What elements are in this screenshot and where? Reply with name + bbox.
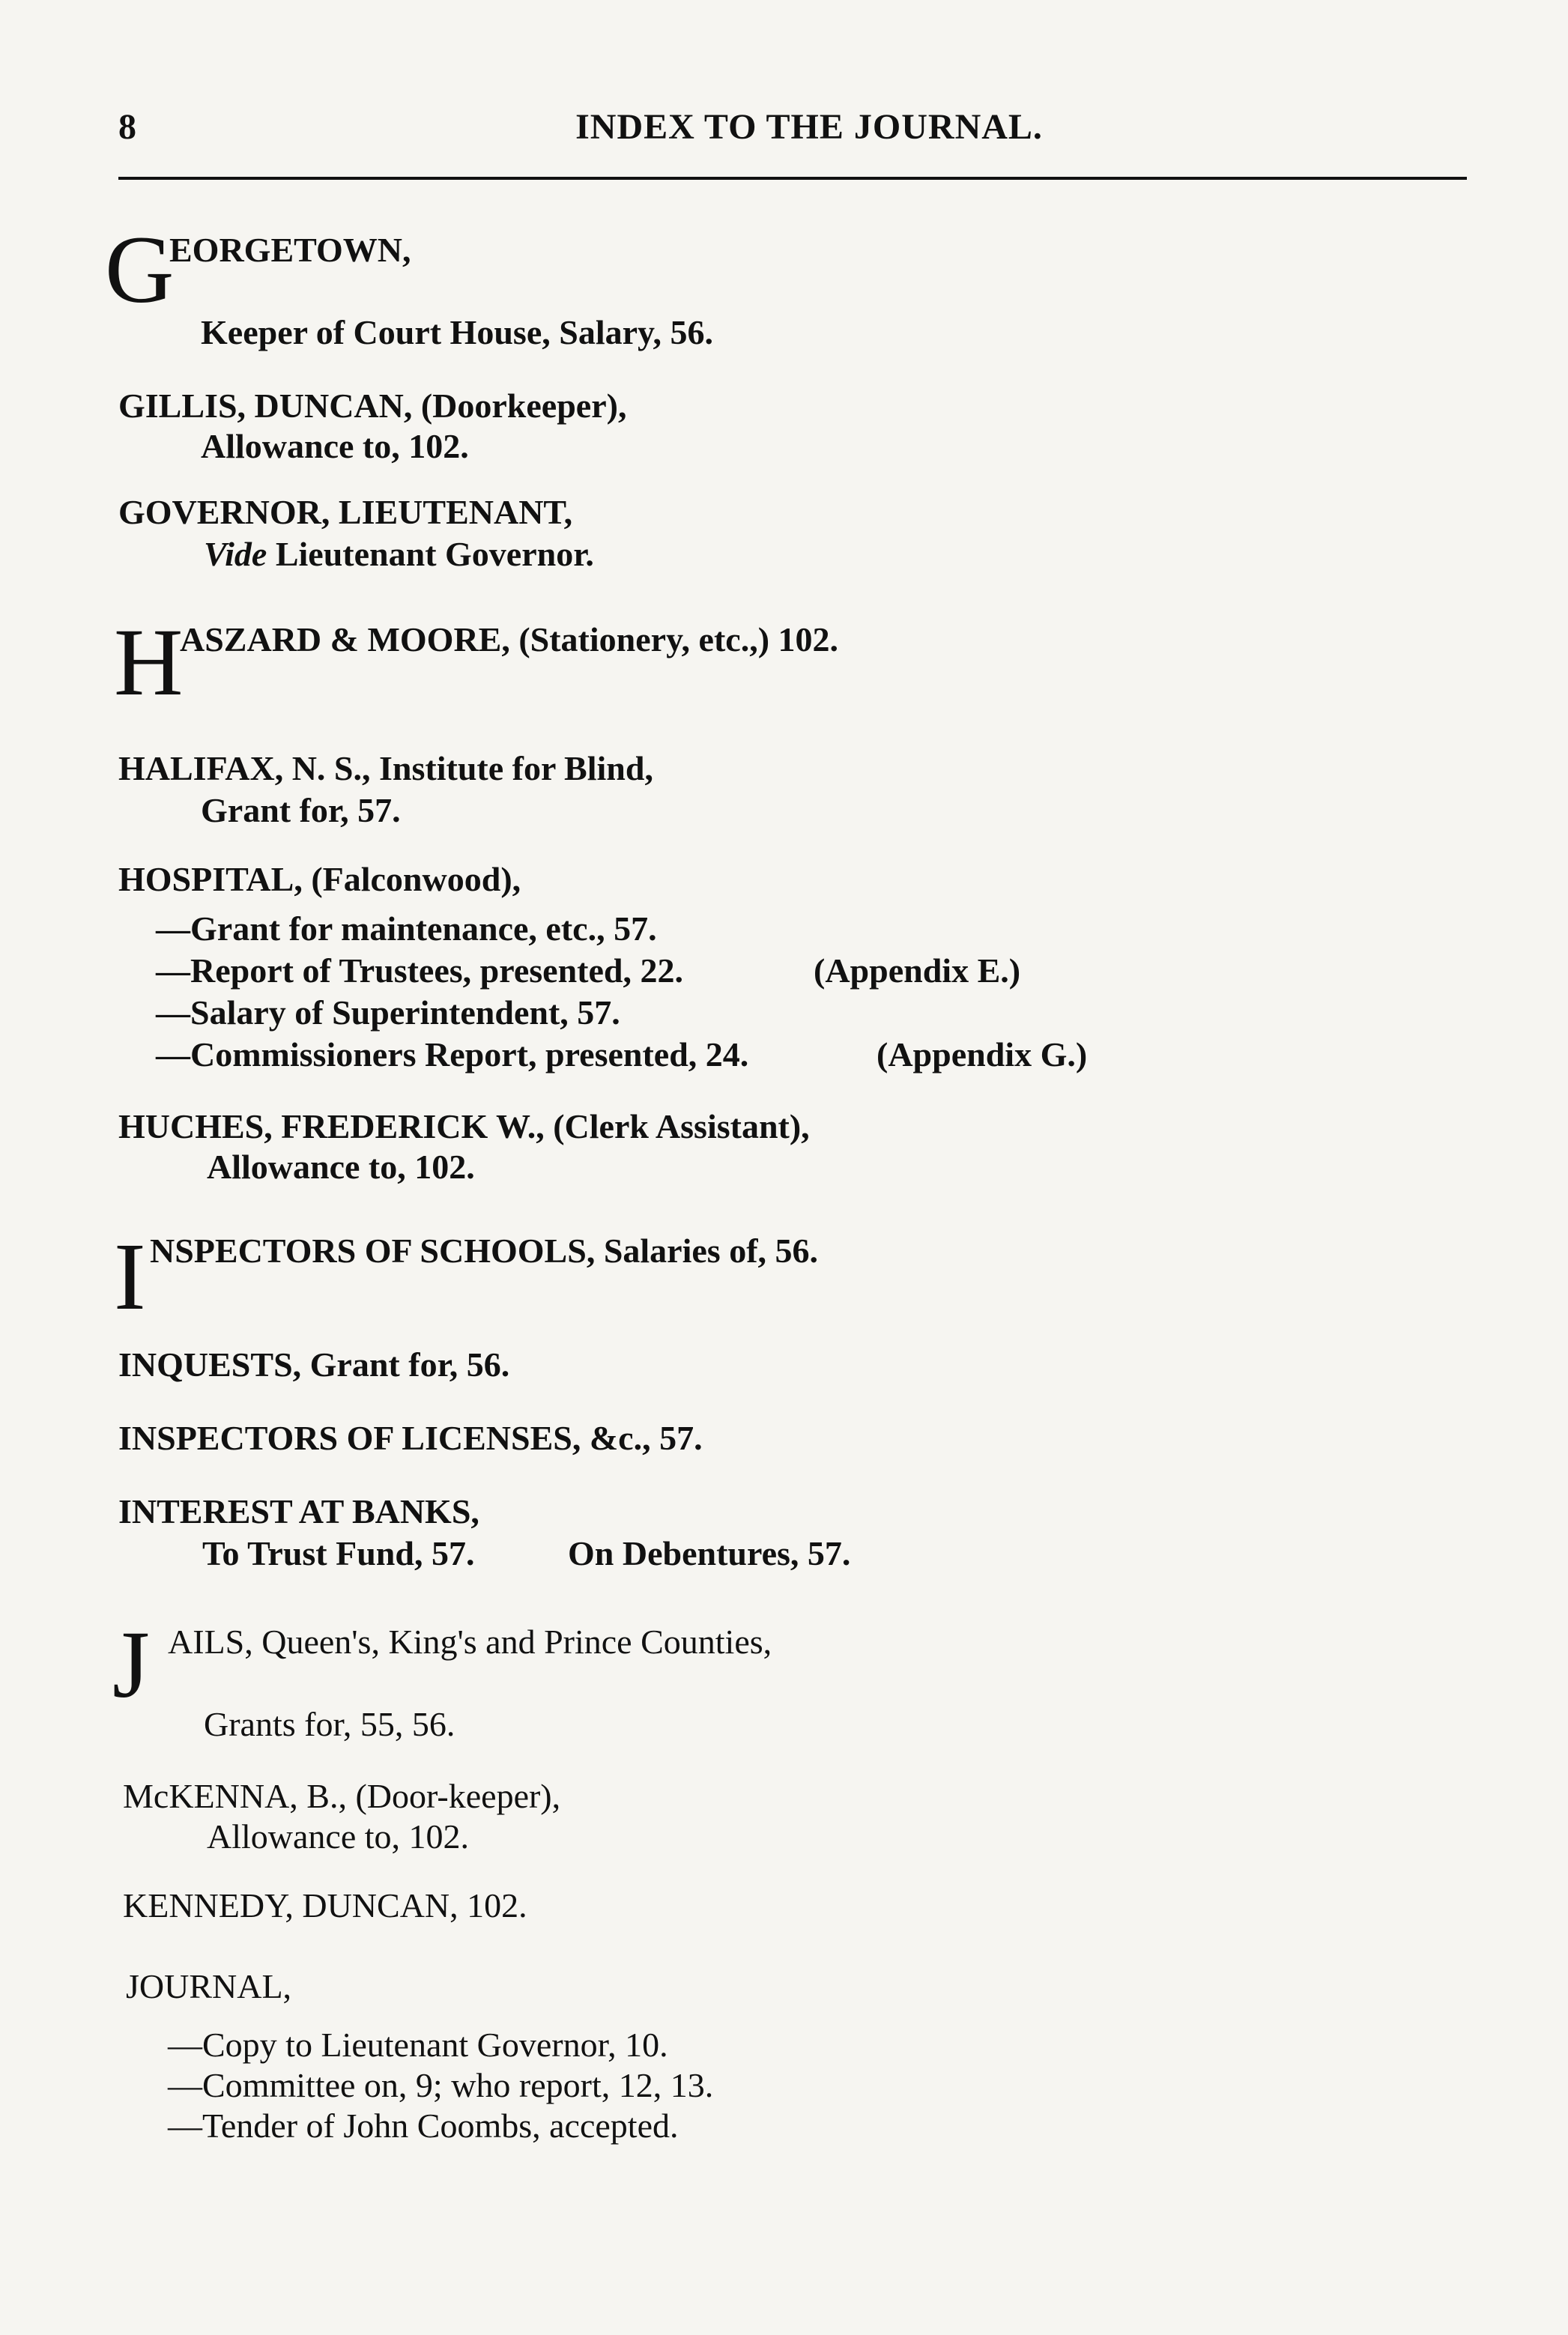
- entry-subline: —Grant for maintenance, etc., 57.: [156, 909, 657, 948]
- drop-cap: H: [114, 609, 184, 715]
- entry-heading: INQUESTS, Grant for, 56.: [118, 1345, 510, 1384]
- entry-heading: JOURNAL,: [126, 1967, 292, 2005]
- entry-heading: AILS, Queen's, King's and Prince Counties,: [168, 1623, 772, 1661]
- appendix-ref: (Appendix G.): [877, 1035, 1088, 1073]
- appendix-ref: (Appendix E.): [814, 951, 1021, 990]
- drop-cap: J: [112, 1611, 150, 1718]
- entry-heading: INTEREST AT BANKS,: [118, 1492, 479, 1530]
- running-head: INDEX TO THE JOURNAL.: [575, 107, 1043, 147]
- entry-heading: HOSPITAL, (Falconwood),: [118, 860, 521, 898]
- entry-heading: EORGETOWN,: [169, 231, 411, 269]
- entry-subline: Grants for, 55, 56.: [204, 1705, 455, 1743]
- entry-heading: KENNEDY, DUNCAN, 102.: [123, 1886, 527, 1924]
- entry-subline: —Salary of Superintendent, 57.: [156, 993, 620, 1032]
- entry-heading: ASZARD & MOORE, (Stationery, etc.,) 102.: [180, 620, 839, 658]
- vide-italic: Vide: [204, 535, 267, 573]
- entry-subline: On Debentures, 57.: [568, 1534, 851, 1572]
- entry-subline: —Committee on, 9; who report, 12, 13.: [168, 2066, 714, 2104]
- entry-subline: To Trust Fund, 57.: [202, 1534, 475, 1572]
- entry-heading: GILLIS, DUNCAN, (Doorkeeper),: [118, 387, 627, 425]
- vide-rest: Lieutenant Governor.: [267, 535, 594, 573]
- entry-subline: Allowance to, 102.: [207, 1817, 470, 1856]
- entry-subline: Keeper of Court House, Salary, 56.: [201, 313, 713, 351]
- entry-subline: [204, 533, 594, 575]
- entry-heading: HUCHES, FREDERICK W., (Clerk Assistant),: [118, 1107, 810, 1145]
- entry-subline: —Copy to Lieutenant Governor, 10.: [168, 2026, 668, 2064]
- entry-heading: NSPECTORS OF SCHOOLS, Salaries of, 56.: [150, 1232, 819, 1270]
- drop-cap: G: [105, 216, 175, 323]
- entry-heading: McKENNA, B., (Door-keeper),: [123, 1777, 561, 1815]
- entry-subline: —Report of Trustees, presented, 22.: [156, 951, 683, 990]
- entry-subline: Allowance to, 102.: [201, 427, 469, 465]
- page-number: 8: [118, 107, 136, 147]
- entry-heading: GOVERNOR, LIEUTENANT,: [118, 493, 573, 531]
- entry-heading: HALIFAX, N. S., Institute for Blind,: [118, 749, 653, 787]
- entry-subline: Allowance to, 102.: [207, 1148, 475, 1186]
- entry-heading: INSPECTORS OF LICENSES, &c., 57.: [118, 1419, 703, 1457]
- entry-subline: Grant for, 57.: [201, 791, 401, 829]
- entry-subline: —Commissioners Report, presented, 24.: [156, 1035, 749, 1073]
- drop-cap: I: [114, 1223, 146, 1330]
- entry-subline: —Tender of John Coombs, accepted.: [168, 2107, 679, 2145]
